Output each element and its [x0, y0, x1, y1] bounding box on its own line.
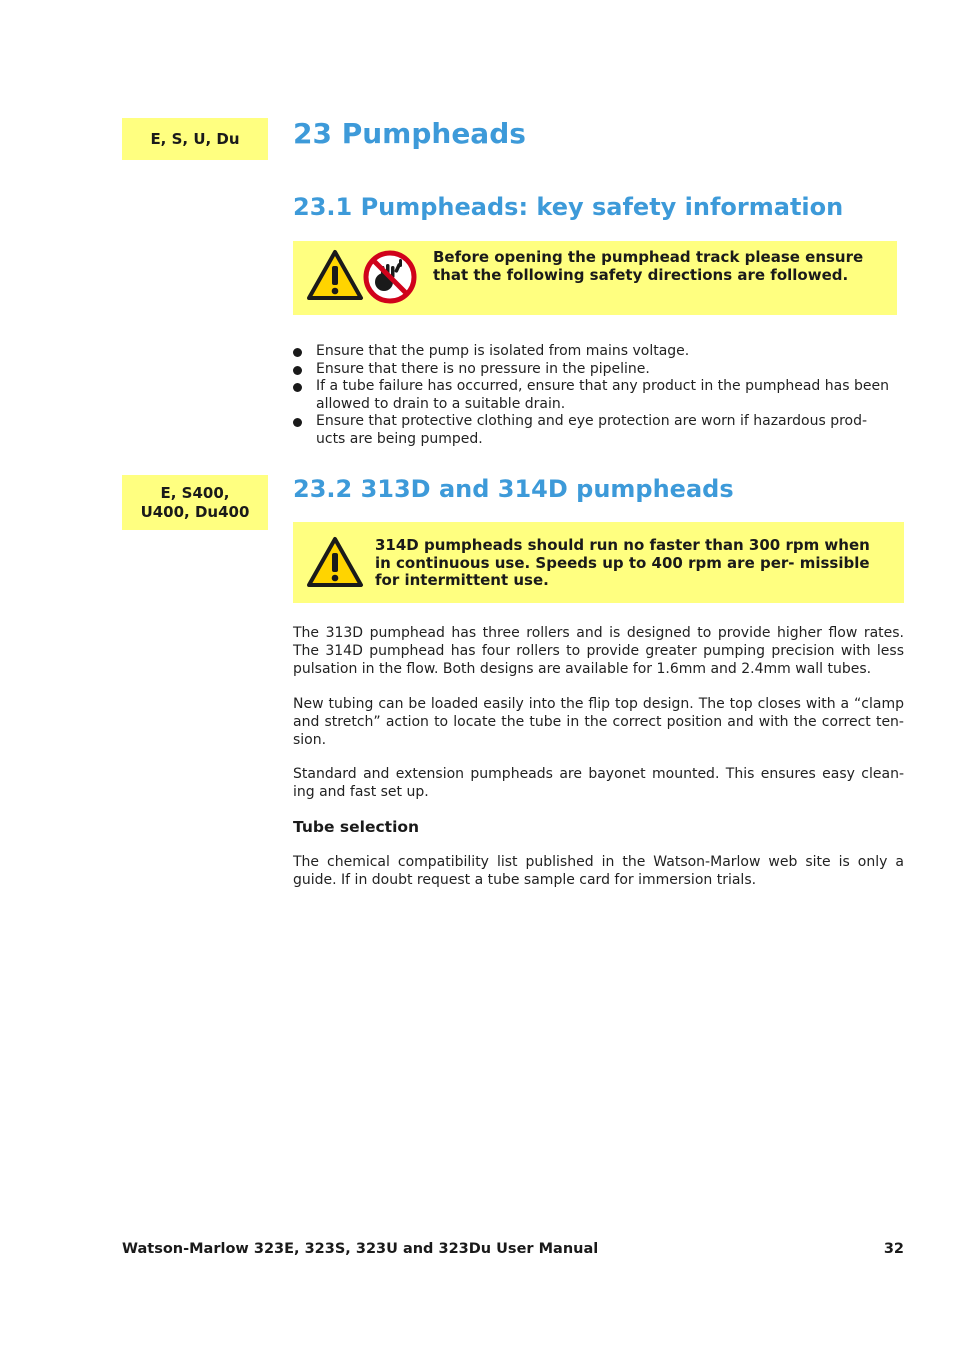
- safety-warning-box: [293, 241, 897, 315]
- section-title-pumpheads: 23.2 313D and 314D pumpheads: [293, 475, 734, 503]
- model-tag-line: U400, Du400: [140, 502, 250, 521]
- safety-bullet-list: [293, 343, 893, 449]
- warning-triangle-icon: [306, 249, 364, 301]
- bullet-dot: [293, 418, 302, 427]
- section-title-safety: 23.1 Pumpheads: key safety information: [293, 193, 844, 221]
- list-item-text: Ensure that there is no pressure in the pipeline.: [316, 360, 650, 377]
- warning-triangle-icon: [306, 536, 364, 588]
- list-item-text: If a tube failure has occurred, ensure that any product in the pumphead has been allowed to drain to a suitable drain.: [316, 378, 889, 412]
- speed-warning-box: [293, 522, 904, 603]
- body-paragraph: The chemical compatibility list published in the Watson-Marlow web site is only a guide. If in doubt request a tube sample card for immersion trials.: [293, 854, 904, 888]
- page-number: 32: [883, 1241, 904, 1257]
- list-item-text: Ensure that the pump is isolated from mains voltage.: [316, 343, 690, 359]
- safety-warning-text: Before opening the pumphead track please ensure that the following safety directions are followed.: [433, 248, 864, 284]
- model-tag-line: E, S400,: [160, 483, 230, 502]
- list-item: [293, 343, 893, 361]
- page-heading: 23 Pumpheads: [293, 117, 526, 150]
- no-hands-prohibition-icon: [362, 249, 418, 305]
- model-tag-text: E, S, U, Du: [150, 129, 240, 148]
- list-item: [293, 378, 893, 413]
- body-paragraph: New tubing can be loaded easily into the flip top design. The top closes with a “clamp and stretch” action to locate the tube in the correct position and with the correct ten- sion.: [293, 696, 904, 748]
- body-paragraph: The 313D pumphead has three rollers and is designed to provide higher flow rates. The 314D pumphead has four rollers to provide greater pumping precision with less pulsation in the flow. Both designs are available for 1.6mm and 2.4mm wall tubes.: [293, 625, 904, 677]
- model-tag-esud: [122, 118, 268, 160]
- list-item: [293, 413, 893, 448]
- bullet-dot: [293, 366, 302, 375]
- model-tag-text: [141, 484, 250, 522]
- model-tag-400: [122, 475, 268, 530]
- speed-warning-text: 314D pumpheads should run no faster than 300 rpm when in continuous use. Speeds up to 400 rpm are per- missible for intermittent use.: [375, 536, 870, 589]
- bullet-dot: [293, 348, 302, 357]
- list-item: [293, 361, 893, 379]
- list-item-text: Ensure that protective clothing and eye protection are worn if hazardous prod- ucts are being pumped.: [316, 413, 868, 447]
- body-paragraph: Standard and extension pumpheads are bayonet mounted. This ensures easy clean- ing and fast set up.: [293, 766, 904, 800]
- bullet-dot: [293, 383, 302, 392]
- subheading-tube-selection: Tube selection: [293, 818, 420, 836]
- footer-title: Watson-Marlow 323E, 323S, 323U and 323Du User Manual: [122, 1241, 599, 1257]
